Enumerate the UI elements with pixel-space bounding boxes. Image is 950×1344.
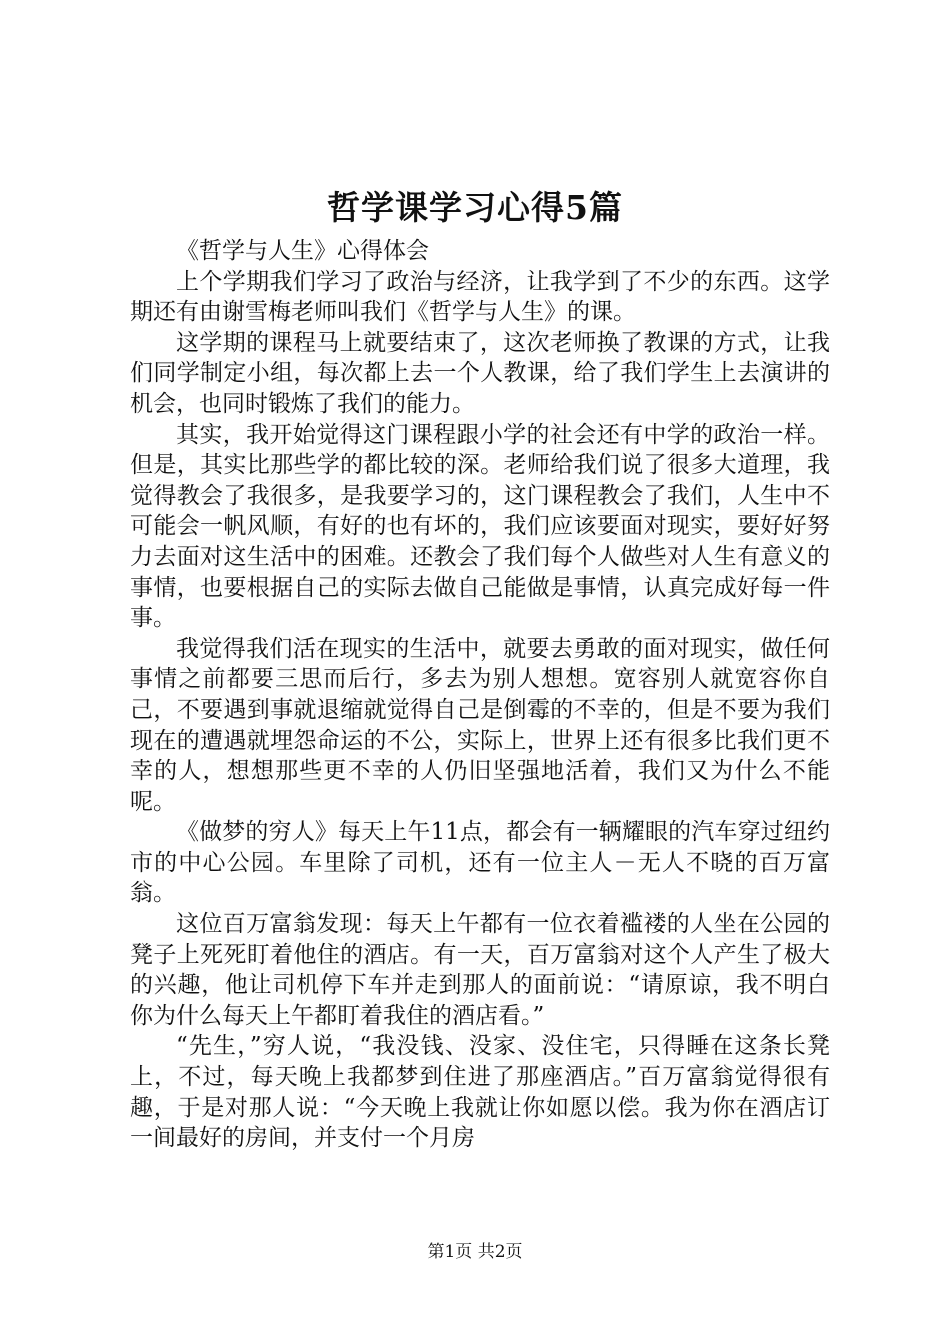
page-number-footer: 第1页 共2页 bbox=[427, 1242, 523, 1262]
body-paragraph: 《做梦的穷人》每天上午11点，都会有一辆耀眼的汽车穿过纽约市的中心公园。车里除了司机，还有一位主人－无人不晓的百万富翁。 bbox=[130, 819, 830, 907]
body-paragraph: 其实，我开始觉得这门课程跟小学的社会还有中学的政治一样。但是，其实比那些学的都比较的深。老师给我们说了很多大道理，我觉得教会了我很多，是我要学习的，这门课程教会了我们，人生中不可能会一帆风顺，有好的也有坏的，我们应该要面对现实，要好好努力去面对这生活中的困难。还教会了我们每个人做些对人生有意义的事情，也要根据自己的实际去做自己能做是事情，认真完成好每一件事。 bbox=[130, 421, 830, 632]
body-paragraph: “先生，”穷人说，“我没钱、没家、没住宅，只得睡在这条长凳上，不过，每天晚上我都梦到住进了那座酒店。”百万富翁觉得很有趣，于是对那人说：“今天晚上我就让你如愿以偿。我为你在酒店订一间最好的房间，并支付一个月房 bbox=[130, 1033, 830, 1152]
body-paragraph: 上个学期我们学习了政治与经济，让我学到了不少的东西。这学期还有由谢雪梅老师叫我们《哲学与人生》的课。 bbox=[130, 268, 830, 326]
document-body bbox=[130, 236, 830, 1154]
document-title: 哲学课学习心得5篇 bbox=[327, 188, 623, 227]
body-paragraph: 这位百万富翁发现：每天上午都有一位衣着褴褛的人坐在公园的凳子上死死盯着他住的酒店。有一天，百万富翁对这个人产生了极大的兴趣，他让司机停下车并走到那人的面前说：“请原谅，我不明白你为什么每天上午都盯着我住的酒店看。” bbox=[130, 911, 830, 1029]
body-paragraph: 我觉得我们活在现实的生活中，就要去勇敢的面对现实，做任何事情之前都要三思而后行，多去为别人想想。宽容别人就宽容你自己，不要遇到事就退缩就觉得自己是倒霉的不幸的，但是不要为我们现在的遭遇就埋怨命运的不公，实际上，世界上还有很多比我们更不幸的人，想想那些更不幸的人仍旧坚强地活着，我们又为什么不能呢。 bbox=[130, 635, 830, 815]
body-paragraph: 这学期的课程马上就要结束了，这次老师换了教课的方式，让我们同学制定小组，每次都上去一个人教课，给了我们学生上去演讲的机会，也同时锻炼了我们的能力。 bbox=[130, 329, 830, 417]
body-paragraph: 《哲学与人生》心得体会 bbox=[176, 238, 429, 264]
